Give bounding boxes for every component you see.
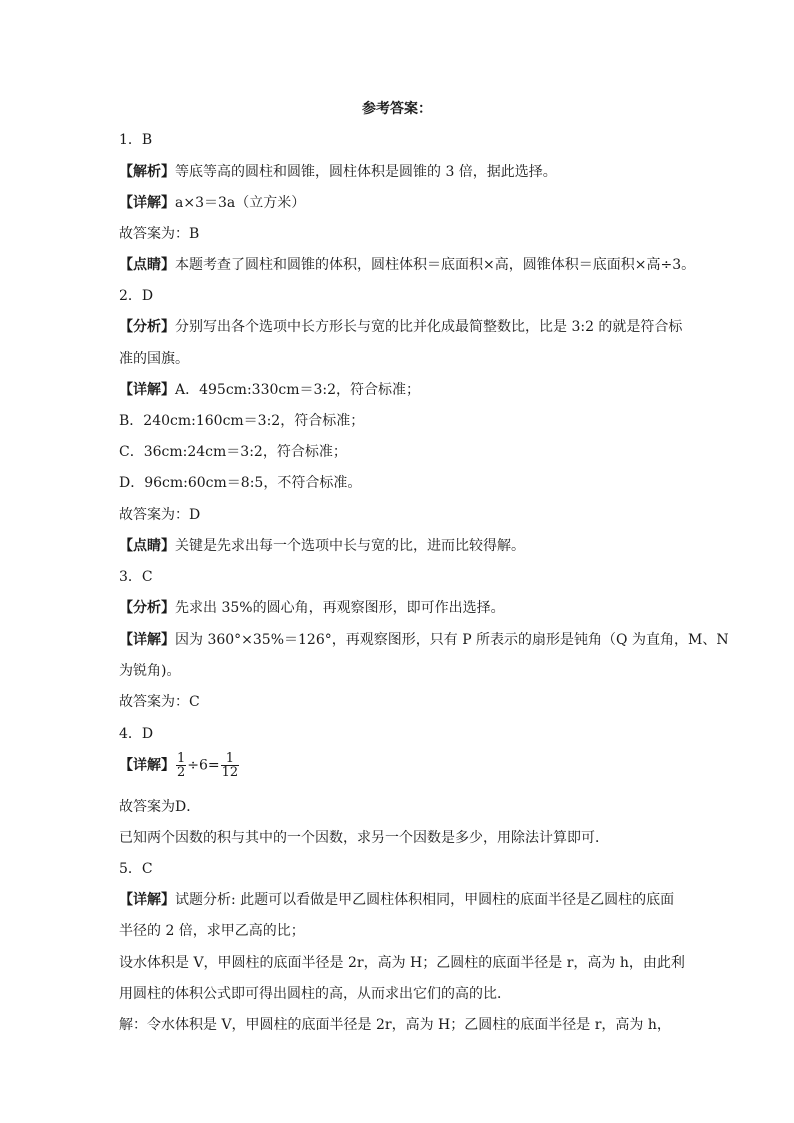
line-text: B．240cm:160cm＝3:2，符合标准； (119, 413, 365, 429)
section-tag: 【点睛】 (119, 257, 175, 273)
text-line (119, 829, 609, 847)
section-tag: 【详解】 (119, 892, 175, 908)
section-tag: 【详解】 (119, 195, 175, 211)
text-line (119, 381, 420, 399)
line-text: 故答案为D． (119, 799, 201, 815)
fraction-one-twelfth: $\frac{1}{12}$ (221, 751, 239, 780)
line-text: 故答案为：D (119, 507, 201, 523)
line-text: 设水体积是 V，甲圆柱的底面半径是 2r，高为 H；乙圆柱的底面半径是 r，高为 h，由此利 (119, 955, 685, 971)
text-line (119, 506, 200, 524)
text-line (119, 891, 674, 909)
text-line (119, 537, 525, 555)
section-tag: 【详解】 (119, 632, 175, 648)
line-text: 准的国旗。 (119, 351, 189, 367)
text-line (119, 1016, 671, 1034)
text-line (119, 693, 200, 711)
line-text: a×3＝3a（立方米） (175, 195, 306, 211)
line-text: 试题分析: 此题可以看做是甲乙圆柱体积相同，甲圆柱的底面半径是乙圆柱的底面 (175, 892, 675, 908)
text-line (119, 954, 685, 972)
fraction-one-half: $\frac{1}{2}$ (177, 751, 186, 780)
line-text: 分别写出各个选项中长方形长与宽的比并化成最简整数比，比是 3:2 的就是符合标 (175, 319, 683, 335)
line-text: 4．D (119, 726, 154, 742)
text-line (119, 631, 729, 649)
line-text: 等底等高的圆柱和圆锥，圆柱体积是圆锥的 3 倍，据此选择。 (175, 164, 557, 180)
section-tag: 【详解】 (119, 382, 175, 398)
text-line (119, 318, 682, 336)
text-line (119, 194, 305, 212)
line-text: 本题考查了圆柱和圆锥的体积，圆柱体积＝底面积×高，圆锥体积＝底面积×高÷3。 (175, 257, 696, 273)
q4-detail-formula (119, 752, 240, 779)
text-line (119, 412, 364, 430)
text-line (119, 922, 305, 940)
line-text: 先求出 35%的圆心角，再观察图形，即可作出选择。 (175, 600, 505, 616)
text-line (119, 599, 505, 617)
line-text: A．495cm:330cm＝3:2，符合标准； (175, 382, 421, 398)
line-text: D．96cm:60cm＝8:5，不符合标准。 (119, 475, 362, 491)
section-tag: 【分析】 (119, 600, 175, 616)
text-line (119, 443, 347, 461)
line-text: 2．D (119, 288, 154, 304)
section-tag: 【解析】 (119, 164, 175, 180)
line-text: 3．C (119, 569, 153, 585)
text-line (119, 725, 153, 743)
text-line (119, 860, 153, 878)
line-text: 因为 360°×35%＝126°，再观察图形，只有 P 所表示的扇形是钝角（Q 为直角，M、N (175, 632, 729, 648)
line-text: 关键是先求出每一个选项中长与宽的比，进而比较得解。 (175, 538, 525, 554)
page-title: 参考答案： (362, 101, 432, 117)
text-line (119, 474, 361, 492)
line-text: 5．C (119, 861, 153, 877)
line-text: 解：令水体积是 V，甲圆柱的底面半径是 2r，高为 H；乙圆柱的底面半径是 r，高为 h， (119, 1017, 671, 1033)
line-text: 为锐角)。 (119, 663, 181, 679)
text-line (119, 131, 152, 149)
text-line (119, 568, 153, 586)
text-line (119, 287, 153, 305)
line-text: 1．B (119, 132, 153, 148)
text-line (119, 163, 557, 181)
line-text: 故答案为：C (119, 694, 200, 710)
line-text: 已知两个因数的积与其中的一个因数，求另一个因数是多少，用除法计算即可． (119, 830, 609, 846)
line-text: 故答案为：B (119, 226, 200, 242)
text-line (119, 662, 180, 680)
text-line (119, 225, 199, 243)
text-line (119, 256, 695, 274)
line-text: C．36cm:24cm＝3:2，符合标准； (119, 444, 347, 460)
section-tag: 【分析】 (119, 319, 175, 335)
section-tag: 【点睛】 (119, 538, 175, 554)
text-line (119, 798, 200, 816)
detail-tag: 【详解】 (119, 757, 175, 774)
division-operator: ÷6= (187, 757, 220, 774)
line-text: 半径的 2 倍，求甲乙高的比； (119, 923, 305, 939)
text-line (119, 350, 189, 368)
line-text: 用圆柱的体积公式即可得出圆柱的高，从而求出它们的高的比． (119, 986, 511, 1002)
text-line (119, 985, 511, 1003)
